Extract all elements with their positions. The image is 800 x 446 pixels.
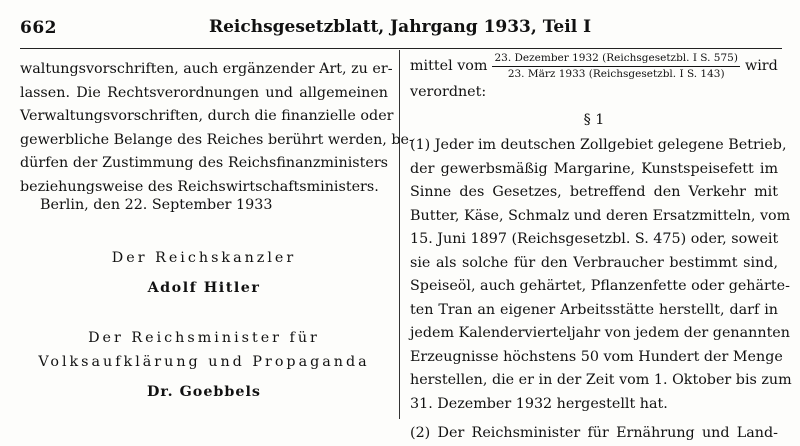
header-rule <box>20 48 782 49</box>
signatory-title: Der Reichsminister für <box>88 330 320 346</box>
page-number: 662 <box>20 18 57 38</box>
fraction-numerator: 23. Dezember 1932 (Reichsgesetzbl. I S. 575) <box>492 52 740 67</box>
text-line: Erzeugnisse höchstens 50 vom Hundert der Menge <box>410 348 783 365</box>
section-heading: § 1 <box>583 111 605 128</box>
running-title: Reichsgesetzblatt, Jahrgang 1933, Teil I <box>208 17 592 37</box>
text-line: Sinne des Gesetzes, betreffend den Verkehr mit <box>410 184 778 200</box>
text-line: Butter, Käse, Schmalz und deren Ersatzmitteln, vom <box>410 207 791 224</box>
text-line: 15. Juni 1897 (Reichsgesetzbl. S. 475) oder, soweit <box>410 231 779 247</box>
right-column <box>410 52 792 446</box>
signatory-name: Dr. Goebbels <box>147 384 261 400</box>
text-line: lassen. Die Rechtsverordnungen und allgemeinen <box>20 84 388 101</box>
text-line: Verwaltungsvorschriften, durch die finanzielle oder <box>20 108 394 124</box>
fraction-denominator: 23. März 1933 (Reichsgesetzbl. I S. 143) <box>507 68 725 80</box>
text-line: dürfen der Zustimmung des Reichsfinanzministers <box>20 155 388 171</box>
intro-line <box>410 52 778 81</box>
text-line-cut: (2) Der Reichsminister für Ernährung und Land- <box>410 425 778 441</box>
text-line: waltungsvorschriften, auch ergänzender Art, zu er- <box>20 61 393 77</box>
citation-fraction <box>492 52 740 81</box>
intro-suffix: wird <box>744 57 778 74</box>
place-date: Berlin, den 22. September 1933 <box>40 197 273 213</box>
text-line: der gewerbsmäßig Margarine, Kunstspeisefett im <box>410 160 778 177</box>
text-line: herstellen, die er in der Zeit vom 1. Oktober bis zum <box>410 372 792 388</box>
text-line: verordnet: <box>410 84 487 100</box>
text-line: beziehungsweise des Reichswirtschaftsministers. <box>20 178 379 195</box>
text-line: gewerbliche Belange des Reiches berührt werden, be- <box>20 131 414 148</box>
signatory-title: Der Reichskanzler <box>111 250 297 266</box>
column-divider <box>399 50 400 419</box>
signatory-name: Adolf Hitler <box>147 280 261 296</box>
text-line: sie als solche für den Verbraucher bestimmt sind, <box>410 254 778 271</box>
intro-prefix: mittel vom <box>410 57 488 74</box>
signatory-title-cont: Volksaufklärung und Propaganda <box>38 354 370 370</box>
text-line: (1) Jeder im deutschen Zollgebiet gelegene Betrieb, <box>410 137 787 153</box>
text-line: ten Tran an eigener Arbeitsstätte herstellt, darf in <box>410 301 778 318</box>
text-line: 31. Dezember 1932 hergestellt hat. <box>410 395 668 412</box>
page-header <box>0 0 800 40</box>
text-line: Speiseöl, auch gehärtet, Pflanzenfette oder gehärte- <box>410 278 790 294</box>
left-column <box>20 58 414 199</box>
text-line: jedem Kalendervierteljahr von jedem der genannten <box>410 325 790 341</box>
